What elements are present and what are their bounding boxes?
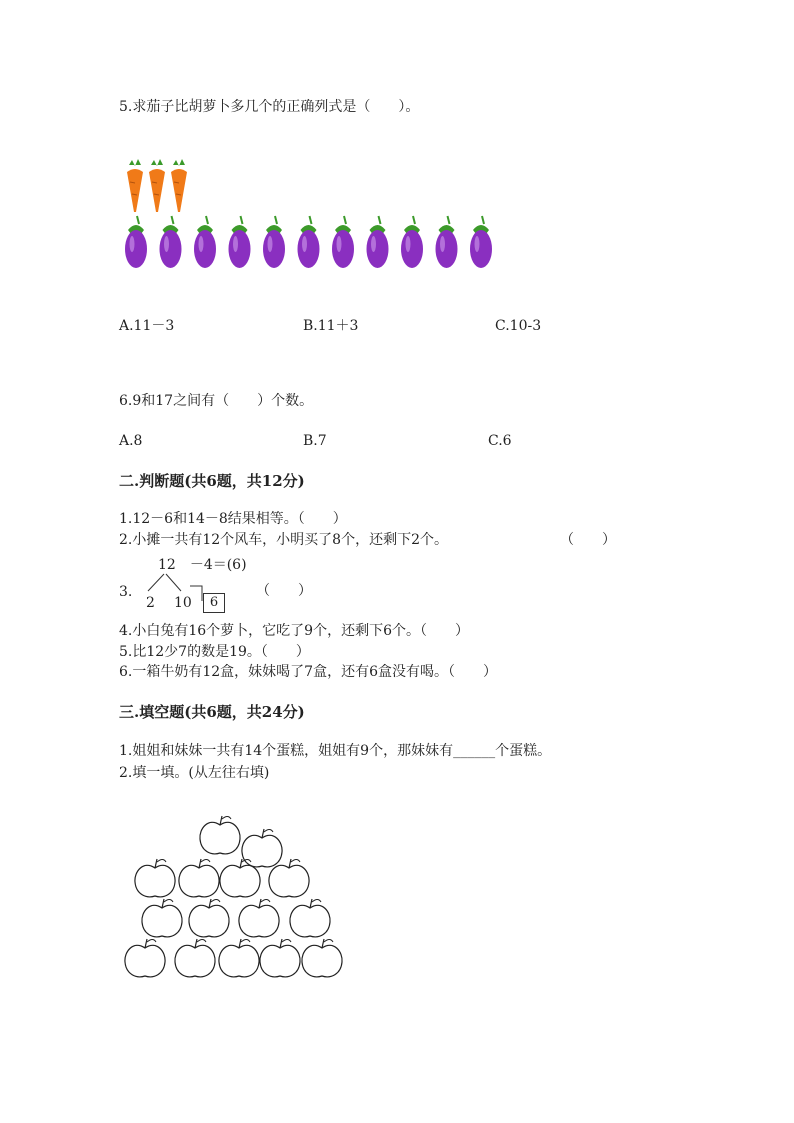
q5-option-c[interactable]: C.10-3 [495,318,542,334]
apple-icon [200,816,240,854]
apple-icon [219,939,259,977]
tf-item-5: 5.比12少7的数是19。（ ） [119,644,310,660]
apple-icon [239,899,279,937]
fill-item-2: 2.填一填。(从左往右填) [119,765,270,781]
tf-item-2-paren[interactable]: （ ） [560,532,616,548]
tf-item-3-box: 6 [203,593,225,613]
apple-icon [302,939,342,977]
q6-text: 6.9和17之间有（ ）个数。 [119,393,314,409]
q6-option-b[interactable]: B.7 [303,433,327,449]
section2-title: 二.判断题(共6题，共12分) [119,472,305,490]
q5-option-b[interactable]: B.11＋3 [303,318,359,334]
q6-option-a[interactable]: A.8 [119,433,143,449]
apple-icon [290,899,330,937]
tf-item-3-expression: 12 －4＝(6) [158,557,247,573]
q5-text: 5.求茄子比胡萝卜多几个的正确列式是（ ）。 [119,99,420,115]
section3-title: 三.填空题(共6题，共24分) [119,703,305,721]
apple-icon [189,899,229,937]
apple-icon [179,859,219,897]
tf-item-4: 4.小白兔有16个萝卜，它吃了9个，还剩下6个。（ ） [119,623,469,639]
apple-icon [242,829,282,867]
tf-item-3-left: 2 [146,595,155,611]
apple-icon [260,939,300,977]
apple-icon [125,939,165,977]
tf-item-1: 1.12－6和14－8结果相等。（ ） [119,511,347,527]
tf-item-3-number: 3. [119,584,133,600]
apple-icon [142,899,182,937]
apple-icon [135,859,175,897]
tf-item-6: 6.一箱牛奶有12盒，妹妹喝了7盒，还有6盒没有喝。（ ） [119,664,497,680]
fill-item-1: 1.姐姐和妹妹一共有14个蛋糕，姐姐有9个，那妹妹有______个蛋糕。 [119,743,552,759]
tf-item-2: 2.小摊一共有12个风车，小明买了8个，还剩下2个。 [119,532,448,548]
tf-item-3-right: 10 [174,595,192,611]
apple-icon [175,939,215,977]
apple-icon [220,859,260,897]
tf-item-3-paren[interactable]: （ ） [256,583,312,599]
q5-option-a[interactable]: A.11－3 [119,318,175,334]
q6-option-c[interactable]: C.6 [488,433,512,449]
